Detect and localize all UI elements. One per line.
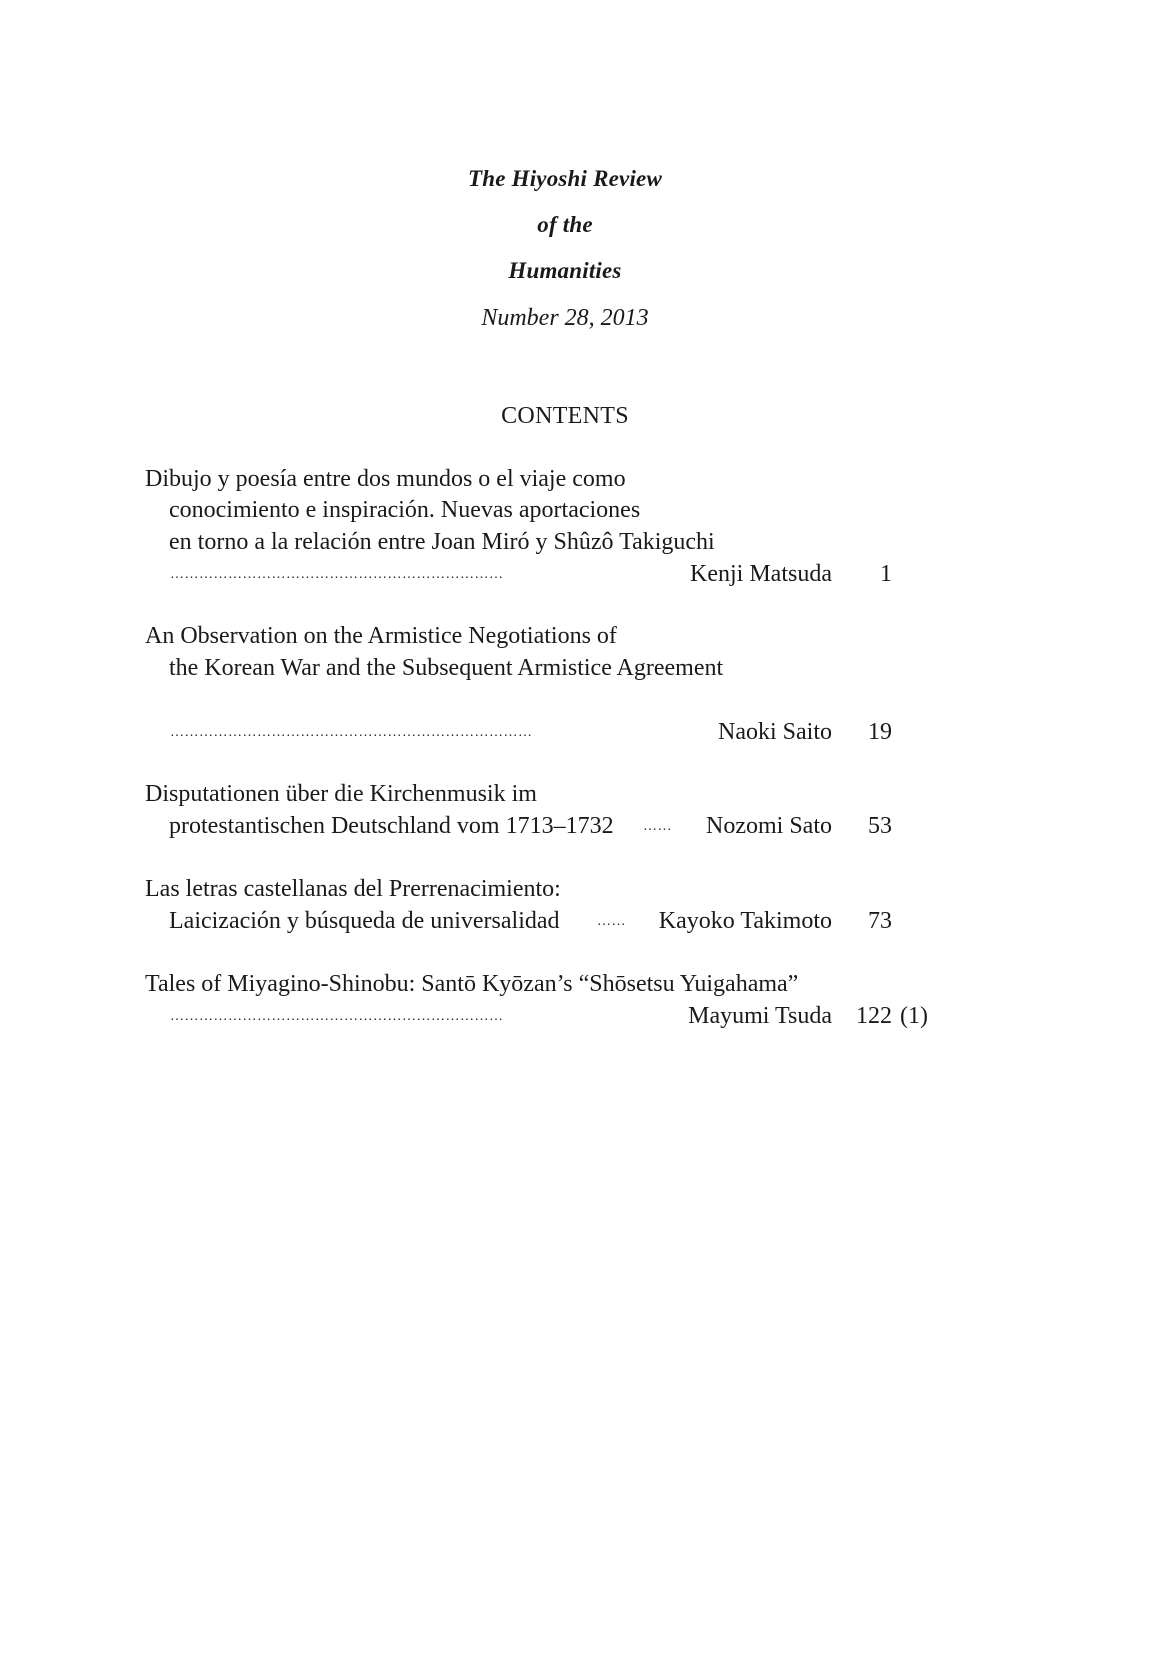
- entry-author: Nozomi Sato: [706, 813, 832, 839]
- entry-page: 1: [880, 561, 892, 587]
- journal-title: The Hiyoshi Review: [468, 166, 662, 191]
- dot-leader: ……………………………………………………………: [170, 568, 504, 582]
- entry-title-line: Tales of Miyagino-Shinobu: Santō Kyōzan’s “Shōsetsu Yuigahama”: [145, 971, 799, 997]
- dot-leader: ……: [643, 820, 672, 834]
- dot-leader: …………………………………………………………………: [170, 726, 533, 740]
- entry-title-line: protestantischen Deutschland vom 1713–1732: [169, 813, 614, 839]
- entry-author: Kayoko Takimoto: [658, 908, 832, 934]
- entry-page: 73: [868, 908, 892, 934]
- entry-page: 53: [868, 813, 892, 839]
- entry-title-line: Disputationen über die Kirchenmusik im: [145, 781, 537, 807]
- journal-title-of-the: of the: [537, 212, 593, 237]
- entry-title-line: the Korean War and the Subsequent Armistice Agreement: [169, 655, 724, 681]
- issue-number: Number 28, 2013: [481, 305, 649, 331]
- entry-page: 19: [868, 719, 892, 745]
- entry-title-line: Las letras castellanas del Prerrenacimiento:: [145, 876, 561, 902]
- contents-heading: CONTENTS: [501, 403, 629, 429]
- entry-title-line: en torno a la relación entre Joan Miró y Shûzô Takiguchi: [169, 529, 715, 555]
- entry-title-line: Dibujo y poesía entre dos mundos o el viaje como: [145, 466, 626, 492]
- entry-title-line: conocimiento e inspiración. Nuevas aportaciones: [169, 497, 641, 523]
- entry-page-note: (1): [900, 1003, 928, 1029]
- entry-page: 122: [856, 1003, 892, 1029]
- entry-title-line: Laicización y búsqueda de universalidad: [169, 908, 560, 934]
- entry-author: Mayumi Tsuda: [688, 1003, 832, 1029]
- entry-author: Naoki Saito: [718, 719, 832, 745]
- journal-title-humanities: Humanities: [508, 258, 622, 283]
- dot-leader: ……: [597, 915, 626, 929]
- entry-title-line: An Observation on the Armistice Negotiations of: [145, 623, 617, 649]
- dot-leader: ……………………………………………………………: [170, 1010, 504, 1024]
- entry-author: Kenji Matsuda: [690, 561, 832, 587]
